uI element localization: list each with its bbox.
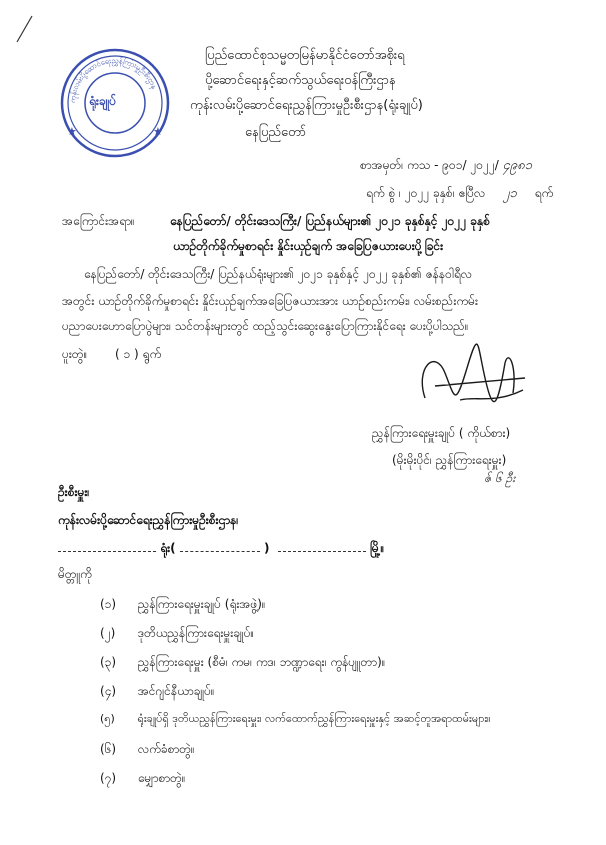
copy-item — [100, 770, 186, 788]
header-line-2: ပို့ဆောင်ရေးနှင့်ဆက်သွယ်ရေးဝန်ကြီးဌာန — [205, 73, 396, 88]
reference-handwritten: ၄၉၈၁ — [502, 158, 533, 173]
date-suffix: ရက် — [534, 186, 554, 200]
official-seal — [59, 47, 171, 159]
seal-center-text: ရုံးချုပ် — [89, 94, 117, 108]
date-day: ၂၁ — [503, 186, 517, 201]
copies-label: မိတ္တူကို — [58, 567, 92, 581]
office-label: ရုံး( — [160, 541, 176, 555]
copy-item — [100, 596, 266, 614]
attachment-value: ( ၁ ) ရွက် — [115, 347, 162, 361]
signature-initial: ဇ် ၆ ဦး — [484, 471, 516, 485]
body-line-3: ပညာပေးဟောပြောပွဲများ၊ သင်တန်းများတွင် ထည့်သွင်းဆွေးနွေးပြောကြားနိုင်ရေး ပေးပို့ပါသည်။ — [62, 319, 469, 333]
header-line-1: ပြည်ထောင်စုသမ္မတမြန်မာနိုင်ငံတော်အစိုးရ — [205, 48, 405, 63]
city-blank — [278, 551, 366, 552]
copy-item-text: မျှောစာတွဲ။ — [137, 771, 186, 785]
copy-item-text: ညွှန်ကြားရေးမှူးချုပ် (ရုံးအဖွဲ့)။ — [137, 597, 266, 611]
body-line-1: နေပြည်တော်/ တိုင်းဒေသကြီး/ ပြည်နယ်ရုံးများ၏ ၂၀၂၁ ခုနှစ်နှင့် ၂၀၂၂ ခုနှစ်၏ ဇန်နဝါရီလ — [84, 267, 473, 281]
office-name-blank — [180, 551, 260, 552]
copy-item-text: လက်ခံစာတွဲ။ — [137, 742, 195, 756]
recipient-office-line — [58, 540, 384, 558]
copy-item-no: (၁) — [100, 597, 117, 611]
date-prefix: ရက် စွဲ ၊ ၂၀၂၂ ခုနှစ်၊ ဧပြီလ — [366, 186, 486, 200]
copy-item — [100, 741, 195, 759]
date-line — [366, 185, 553, 204]
svg-text:★: ★ — [153, 125, 163, 138]
copy-item-no: (၆) — [100, 742, 117, 756]
copy-item-no: (၅) — [100, 712, 115, 725]
seal-ring-text: ကုန်းလမ်းပို့ဆောင်ရေးညွှန်ကြားမှုဦးစီးဌာန — [67, 55, 160, 104]
copy-item-no: (၇) — [100, 771, 117, 785]
copy-item — [100, 625, 254, 643]
signature-name: (မိုးမိုးပိုင်၊ ညွှန်ကြားရေးမှူး) — [392, 453, 507, 467]
copy-item-no: (၃) — [100, 655, 117, 669]
reference-number — [360, 157, 532, 176]
handwritten-signature — [405, 338, 545, 418]
copy-item-no: (၂) — [100, 626, 116, 640]
city-label: မြို့။ — [369, 541, 385, 555]
copy-item-text: ညွှန်ကြားရေးမှူး (စီမံ၊ ကမ၊ ကဒ၊ ဘဏ္ဍာရေး၊ ကွန်ပျူတာ)။ — [137, 655, 386, 669]
subject-line-1: နေပြည်တော်/ တိုင်းဒေသကြီး/ ပြည်နယ်များ၏ ၂၀၂၁ ခုနှစ်နှင့် ၂၀၂၂ ခုနှစ် — [170, 214, 490, 228]
header-line-4: နေပြည်တော် — [245, 125, 307, 140]
svg-text:★: ★ — [67, 125, 77, 138]
header-line-3: ကုန်းလမ်းပို့ဆောင်ရေးညွှန်ကြားမှုဦးစီးဌာန(ရုံးချုပ်) — [190, 98, 423, 113]
attachment-label: ပူးတွဲ။ — [62, 347, 88, 361]
recipient-title: ဦးစီးမှူး၊ — [58, 485, 90, 499]
copy-item — [100, 683, 215, 701]
subject-label: အကြောင်းအရာ။ — [62, 214, 135, 228]
copy-item-text: ရုံးချုပ်ရှိ ဒုတိယညွှန်ကြားရေးမှူး၊ လက်ထောက်ညွှန်ကြားရေးမှူးနှင့် အဆင့်တူအရာထမ်းများ။ — [137, 712, 491, 725]
reference-label: စာအမှတ်၊ ကသ - ၉၀၁/ ၂၀၂၂/ — [360, 158, 499, 172]
copy-item — [100, 712, 491, 728]
subject-line-2: ယာဉ်တိုက်ခိုက်မှုစာရင်း နှိုင်းယှဉ်ချက် အခြေပြဇယားပေးပို့ခြင်း — [173, 239, 444, 253]
copy-item-no: (၄) — [100, 684, 117, 698]
office-close: ) — [263, 541, 270, 555]
recipient-dept: ကုန်းလမ်းပို့ဆောင်ရေးညွှန်ကြားမှုဦးစီးဌာန၊ — [58, 513, 239, 527]
copy-item — [100, 654, 385, 672]
body-line-2: အတွင်း ယာဉ်တိုက်ခိုက်မှုစာရင်း နှိုင်းယှဉ်ချက်အခြေပြဇယားအား ယာဉ်စည်းကမ်း၊ လမ်းစည်းကမ်း — [62, 294, 479, 308]
copy-item-text: အင်ဂျင်နီယာချုပ်။ — [137, 684, 215, 698]
office-blank — [58, 551, 156, 552]
signature-title: ညွှန်ကြားရေးမှူးချုပ် ( ကိုယ်စား) — [372, 426, 511, 440]
pen-stroke-mark — [14, 14, 34, 44]
copy-item-text: ဒုတိယညွှန်ကြားရေးမှူးချုပ်။ — [137, 626, 255, 640]
